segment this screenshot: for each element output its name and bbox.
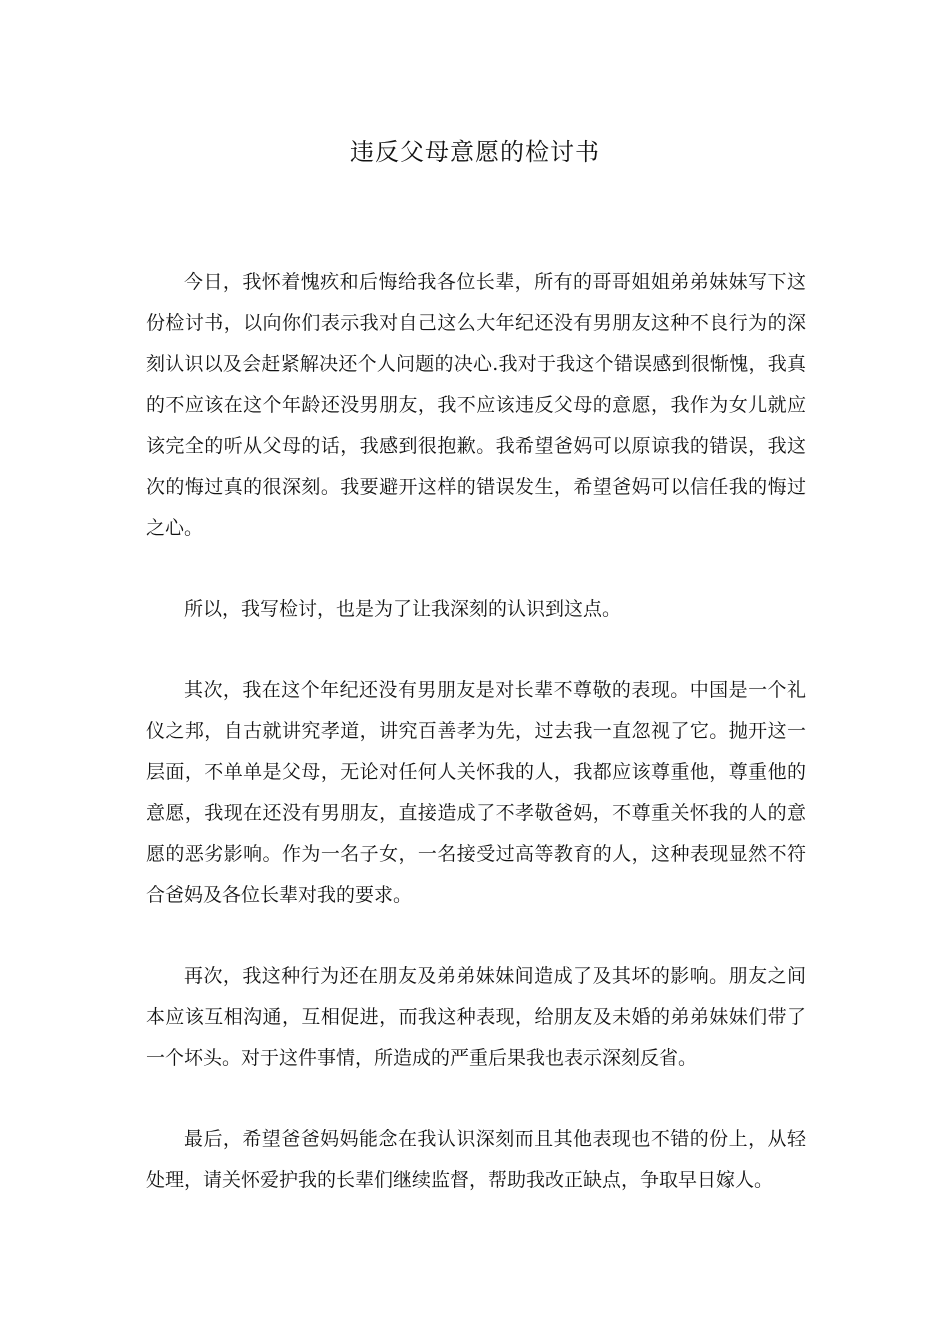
paragraph-1: 今日，我怀着愧疚和后悔给我各位长辈，所有的哥哥姐姐弟弟妹妹写下这份检讨书，以向你们表示我对自己这么大年纪还没有男朋友这种不良行为的深刻认识以及会赶紧解决还个人问题的决心.我对于我这个错误感到很惭愧，我真的不应该在这个年龄还没男朋友，我不应该违反父母的意愿，我作为女儿就应该完全的听从父母的话，我感到很抱歉。我希望爸妈可以原谅我的错误，我这次的悔过真的很深刻。我要避开这样的错误发生，希望爸妈可以信任我的悔过之心。	[146, 271, 806, 539]
document-body	[146, 262, 806, 1201]
paragraph-5: 最后，希望爸爸妈妈能念在我认识深刻而且其他表现也不错的份上，从轻处理，请关怀爱护我的长辈们继续监督，帮助我改正缺点，争取早日嫁人。	[146, 1128, 806, 1191]
paragraph-2: 所以，我写检讨，也是为了让我深刻的认识到这点。	[184, 598, 622, 620]
paragraph-3: 其次，我在这个年纪还没有男朋友是对长辈不尊敬的表现。中国是一个礼仪之邦，自古就讲究孝道，讲究百善孝为先，过去我一直忽视了它。抛开这一层面，不单单是父母，无论对任何人关怀我的人，我都应该尊重他，尊重他的意愿，我现在还没有男朋友，直接造成了不孝敬爸妈，不尊重关怀我的人的意愿的恶劣影响。作为一名子女，一名接受过高等教育的人，这种表现显然不符合爸妈及各位长辈对我的要求。	[146, 679, 806, 906]
paragraph-4: 再次，我这种行为还在朋友及弟弟妹妹间造成了及其坏的影响。朋友之间本应该互相沟通，互相促进，而我这种表现，给朋友及未婚的弟弟妹妹们带了一个坏头。对于这件事情，所造成的严重后果我也表示深刻反省。	[146, 965, 806, 1069]
document-title: 违反父母意愿的检讨书	[350, 138, 600, 166]
